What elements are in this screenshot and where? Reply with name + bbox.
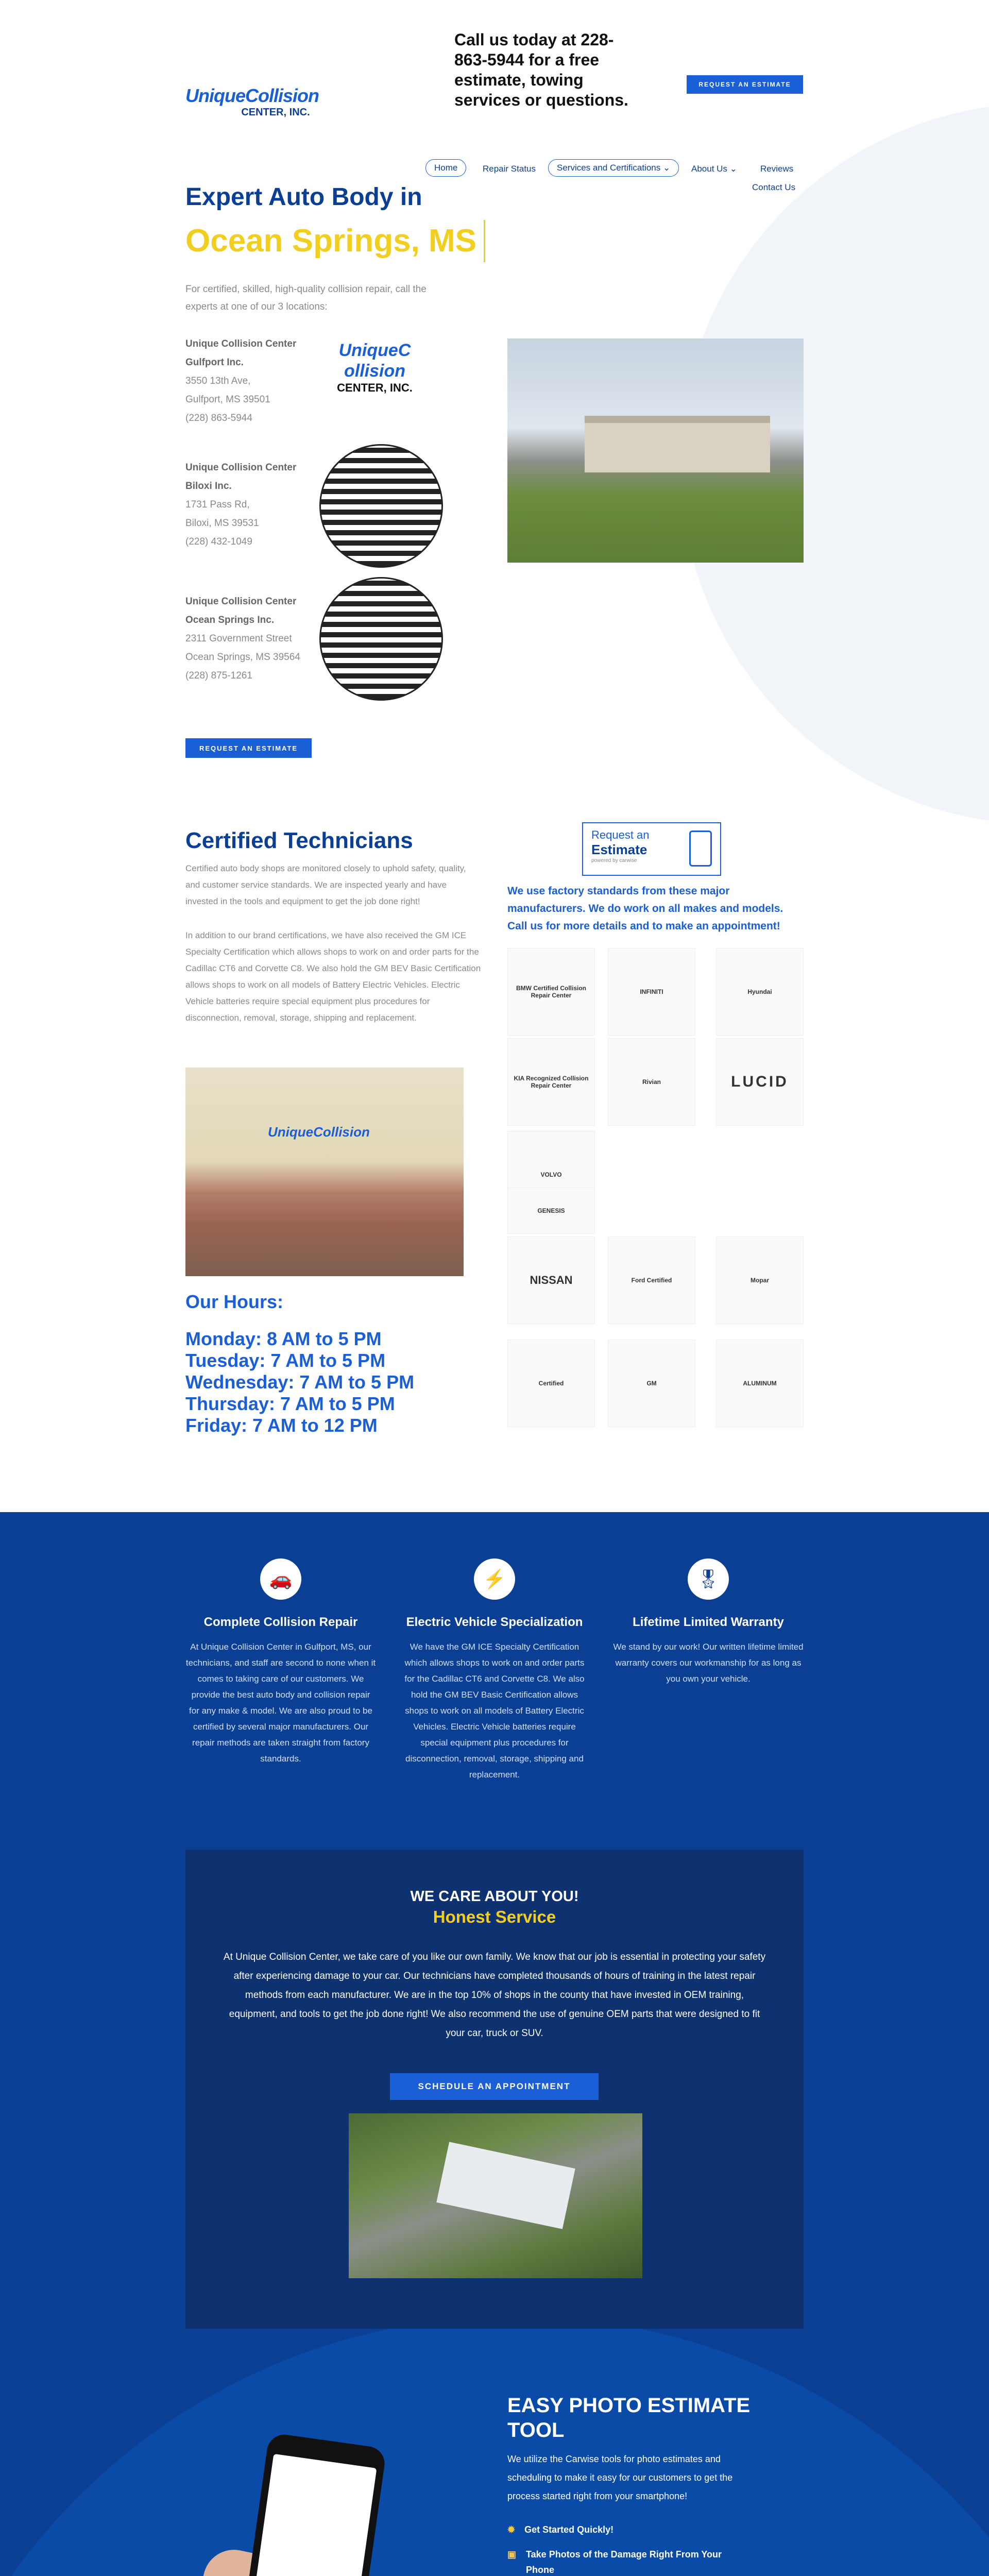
logo-subtext: CENTER, INC. <box>337 381 413 394</box>
aerial-shop-photo <box>349 2113 642 2278</box>
logo[interactable] <box>185 85 335 126</box>
feature-warranty <box>613 1558 804 1687</box>
nav-about[interactable] <box>691 164 737 174</box>
hours-friday: Friday: 7 AM to 12 PM <box>185 1415 378 1436</box>
location-phone[interactable]: (228) 432-1049 <box>185 536 252 547</box>
tile-infiniti: INFINITI <box>608 948 695 1036</box>
location-city: Ocean Springs, MS 39564 <box>185 652 300 663</box>
location-city: Gulfport, MS 39501 <box>185 394 270 405</box>
care-title: WE CARE ABOUT YOU! <box>410 1888 579 1905</box>
chevron-down-icon: ⌄ <box>663 163 671 173</box>
feature-text: At Unique Collision Center in Gulfport, MS, our technicians, and staff are second to none when it comes to taking care of our customers. We provide the best auto body and collision repair for any make & model. We are also proud to be certified by several major manufacturers. Our repair methods are taken straight from factory standards. <box>185 1642 376 1764</box>
smartphone-hand-image <box>185 2439 391 2576</box>
header-request-estimate-button[interactable]: REQUEST AN ESTIMATE <box>687 75 803 94</box>
logo-text: UniqueCollision <box>185 85 319 106</box>
location-biloxi <box>185 459 309 551</box>
tile-rivian: Rivian <box>608 1038 695 1126</box>
camera-icon: ▣ <box>507 2549 517 2560</box>
logo-text: UniqueCollision <box>268 1124 370 1140</box>
tile-lucid: LUCID <box>716 1038 804 1126</box>
location-name: Unique Collision Center Gulfport Inc. <box>185 338 297 368</box>
badge-line1: Request an <box>591 828 650 841</box>
phone-body <box>236 2432 387 2576</box>
nav-contact[interactable]: Contact Us <box>752 182 796 192</box>
hero-request-estimate-button[interactable]: REQUEST AN ESTIMATE <box>185 738 312 758</box>
hours-thursday: Thursday: 7 AM to 5 PM <box>185 1393 395 1414</box>
bullet-text: Get Started Quickly! <box>524 2524 614 2535</box>
logo-subtext: CENTER, INC. <box>241 107 310 118</box>
factory-standards-text: We use factory standards from these major manufacturers. We do work on all makes and models. Call us for more details and to make an appointment! <box>507 885 783 932</box>
location-phone[interactable]: (228) 875-1261 <box>185 670 252 681</box>
photo-tool-title <box>507 2393 750 2443</box>
feature-text: We have the GM ICE Specialty Certification which allows shops to work on and order parts for the Cadillac CT6 and Corvette C8. We also hold the GM BEV Basic Certification allows shops to work on all models of Battery Electric Vehicles. Electric Vehicle batteries require special equipment plus procedures for disconnection, removal, storage, shipping and replacement. <box>404 1642 585 1780</box>
hero-title-line2-text: Ocean Springs, MS <box>185 223 477 259</box>
hours-block <box>185 1291 414 1436</box>
location-address: 1731 Pass Rd, <box>185 499 250 510</box>
phone-screen <box>247 2454 377 2576</box>
feature-collision <box>185 1558 376 1767</box>
feature-text: We stand by our work! Our written lifetime limited warranty covers our workmanship for as long as you own your vehicle. <box>613 1642 804 1684</box>
qr-code-biloxi <box>319 444 443 568</box>
location-name: Unique Collision Center Ocean Springs Inc. <box>185 596 297 625</box>
tile-bmw: BMW Certified Collision Repair Center <box>507 948 595 1036</box>
nav-about-label: About Us <box>691 164 727 174</box>
tile-aluminum: ALUMINUM <box>716 1340 804 1427</box>
tile-certified: Certified <box>507 1340 595 1427</box>
location-address: 2311 Government Street <box>185 633 292 644</box>
bullet-get-started <box>507 2522 613 2537</box>
certified-title: Certified Technicians <box>185 828 413 853</box>
shop-building-photo <box>507 338 804 563</box>
building-shape <box>585 416 770 472</box>
tile-genesis: GENESIS <box>507 1188 595 1234</box>
certified-p2: In addition to our brand certifications, we have also received the GM ICE Specialty Certification which allows shops to work on and order parts for the Cadillac CT6 and Corvette C8. We also hold the GM BEV Basic Certification allows shops to work on all models of Battery Electric Vehicles. Electric Vehicle batteries require special equipment plus procedures for disconnection, removal, storage, shipping and replacement. <box>185 930 481 1023</box>
nav-services[interactable] <box>548 159 679 177</box>
location-gulfport <box>185 335 309 428</box>
badge-line3: powered by carwise <box>591 858 637 863</box>
hours-title: Our Hours: <box>185 1291 284 1312</box>
header-call-text: Call us today at 228-863-5944 for a free estimate, towing services or questions. <box>454 30 628 109</box>
location-city: Biloxi, MS 39531 <box>185 518 259 529</box>
ev-charger-icon: ⚡ <box>474 1558 515 1600</box>
nav-services-label: Services and Certifications <box>557 163 661 173</box>
features-bg-arc <box>0 2316 989 2576</box>
feature-title: Electric Vehicle Specialization <box>406 1615 583 1629</box>
care-schedule-button[interactable]: SCHEDULE AN APPOINTMENT <box>390 2073 599 2100</box>
feature-title: Lifetime Limited Warranty <box>633 1615 784 1629</box>
aerial-building <box>436 2142 575 2229</box>
tile-kia: KIA Recognized Collision Repair Center <box>507 1038 595 1126</box>
hours-monday: Monday: 8 AM to 5 PM <box>185 1328 382 1349</box>
ribbon-icon: 🎖 <box>688 1558 729 1600</box>
bullet-take-photos <box>507 2547 739 2576</box>
hours-tuesday: Tuesday: 7 AM to 5 PM <box>185 1350 386 1371</box>
photo-tool-title-line1: EASY PHOTO ESTIMATE <box>507 2394 751 2417</box>
chevron-down-icon: ⌄ <box>729 164 737 174</box>
logo-text: UniqueCollision <box>338 341 411 381</box>
tile-nissan: NISSAN <box>507 1236 595 1324</box>
nav-reviews[interactable]: Reviews <box>760 164 794 174</box>
office-photo <box>185 1067 464 1276</box>
star-icon: ✹ <box>507 2524 516 2535</box>
photo-tool-title-line2: TOOL <box>507 2419 565 2442</box>
tile-volvo: VOLVO <box>507 1131 595 1218</box>
feature-title: Complete Collision Repair <box>203 1615 358 1629</box>
carwise-estimate-badge[interactable] <box>582 822 721 876</box>
location-ocean-springs <box>185 592 319 685</box>
car-icon: 🚗 <box>260 1558 301 1600</box>
nav-home[interactable]: Home <box>425 159 466 177</box>
certified-p1: Certified auto body shops are monitored closely to uphold safety, quality, and customer service standards. We are inspected yearly and have invested in the tools and equipment to get the job done right! <box>185 863 466 906</box>
location-address: 3550 13th Ave, <box>185 376 251 386</box>
qr-code-ocean-springs <box>319 577 443 701</box>
photo-tool-text: We utilize the Carwise tools for photo estimates and scheduling to make it easy for our customers to get the process started right from your smartphone! <box>507 2454 733 2501</box>
nav-repair-status[interactable]: Repair Status <box>483 164 536 174</box>
hero-intro: For certified, skilled, high-quality collision repair, call the experts at one of our 3 locations: <box>185 284 427 312</box>
phone-icon <box>689 831 712 867</box>
bullet-text: Take Photos of the Damage Right From Your Phone <box>526 2549 722 2575</box>
badge-line2: Estimate <box>591 842 647 857</box>
tile-gm: GM <box>608 1340 695 1427</box>
care-text: At Unique Collision Center, we take care of you like our own family. We know that our job is essential in protecting your safety after experiencing damage to your car. Our technicians have completed thousands of hours of training in the latest repair methods from each manufacturer. We are in the top 10% of shops in the county that have invested in OEM training, equipment, and tools to get the job done right! We also recommend the use of genuine OEM parts that were designed to fit your car, truck or SUV. <box>223 1952 766 2039</box>
hero-title-line1: Expert Auto Body in <box>185 183 422 211</box>
care-subtitle: Honest Service <box>433 1907 556 1926</box>
hero-title-line2 <box>185 220 485 262</box>
tile-hyundai: Hyundai <box>716 948 804 1036</box>
hours-wednesday: Wednesday: 7 AM to 5 PM <box>185 1371 415 1393</box>
tile-ford: Ford Certified <box>608 1236 695 1324</box>
care-card <box>185 1850 804 2329</box>
location-phone[interactable]: (228) 863-5944 <box>185 413 252 423</box>
tile-mopar: Mopar <box>716 1236 804 1324</box>
gulfport-logo-image <box>319 340 430 417</box>
location-name: Unique Collision Center Biloxi Inc. <box>185 462 297 492</box>
feature-ev <box>399 1558 590 1783</box>
